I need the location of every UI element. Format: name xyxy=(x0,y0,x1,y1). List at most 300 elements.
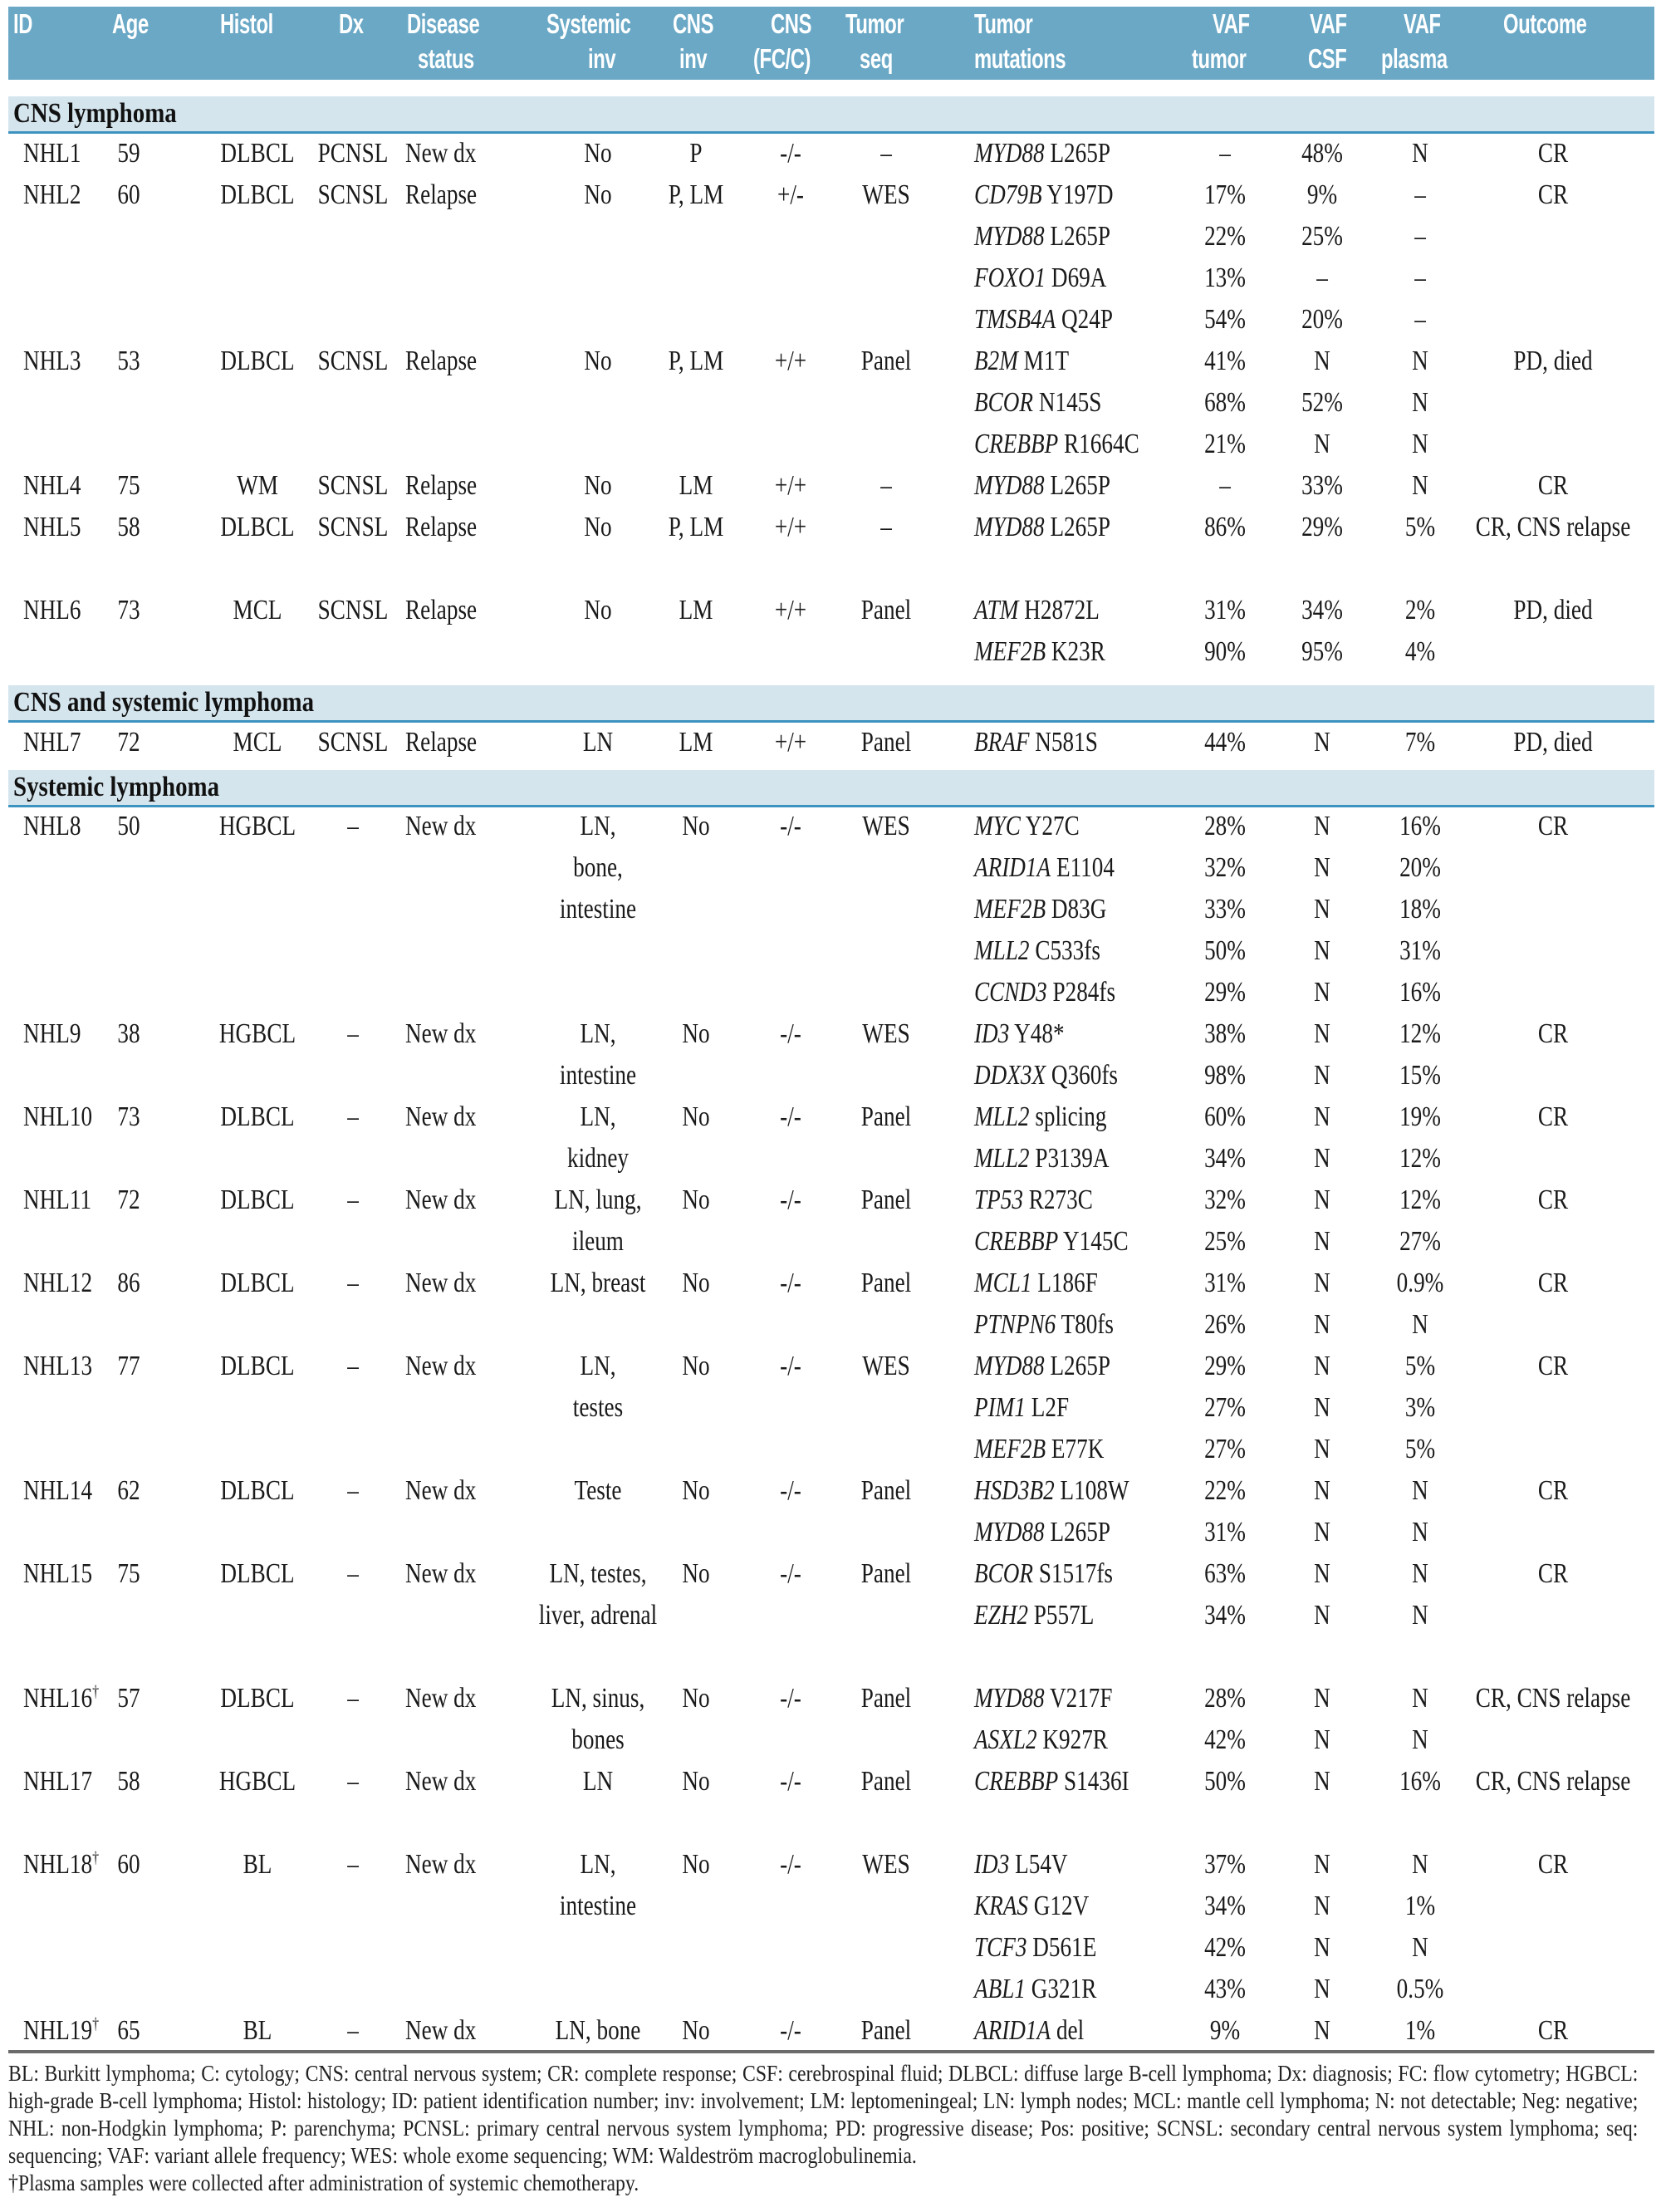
table-row-continued xyxy=(8,1886,1654,1927)
table-row xyxy=(8,2010,1654,2052)
vaf-tumor-cell: 50% xyxy=(1204,1766,1246,1797)
patient-id-text: NHL16 xyxy=(23,1683,93,1714)
vaf-tumor-cell: 9% xyxy=(1209,2015,1241,2046)
patient-id-text: NHL10 xyxy=(23,1101,93,1132)
col-header-systemic-inv-1: Systemic xyxy=(546,8,631,39)
row-spacer xyxy=(8,1802,1654,1844)
gene-name: MYC xyxy=(974,811,1021,841)
dx-cell: – xyxy=(347,1683,359,1714)
vaf-tumor-cell: 86% xyxy=(1204,512,1246,542)
tumor-mutation-cell xyxy=(974,424,1139,465)
tumor-seq-cell: Panel xyxy=(860,1475,912,1506)
outcome-cell: CR xyxy=(1537,2015,1569,2046)
protein-change: L265P xyxy=(1050,138,1110,169)
outcome-cell: CR, CNS relapse xyxy=(1475,1766,1631,1797)
vaf-csf-cell: N xyxy=(1314,1351,1330,1381)
histology-cell: MCL xyxy=(233,595,282,625)
histology-cell: DLBCL xyxy=(220,1475,295,1506)
gene-name: DDX3X xyxy=(974,1060,1046,1091)
tumor-seq-cell: WES xyxy=(862,1849,910,1880)
histology-cell: HGBCL xyxy=(218,811,296,841)
table-row xyxy=(8,507,1654,548)
cns-inv-cell: No xyxy=(682,1766,710,1797)
vaf-tumor-cell: 27% xyxy=(1204,1392,1246,1423)
age-cell: 38 xyxy=(117,1018,140,1049)
patient-id-text: NHL9 xyxy=(23,1018,81,1049)
patient-id-text: NHL1 xyxy=(23,138,81,169)
table-row xyxy=(8,1761,1654,1802)
systemic-inv-cell: No xyxy=(584,346,612,376)
vaf-tumor-cell: 37% xyxy=(1204,1849,1246,1880)
vaf-plasma-cell: 18% xyxy=(1399,894,1441,925)
disease-status-cell: Relapse xyxy=(405,595,478,625)
vaf-tumor-cell: 41% xyxy=(1204,346,1246,376)
table-row xyxy=(8,1180,1654,1221)
table-row-continued xyxy=(8,889,1654,930)
cns-inv-cell: No xyxy=(682,1683,710,1714)
tumor-mutation-cell xyxy=(974,590,1100,631)
histology-cell: DLBCL xyxy=(220,1351,295,1381)
cns-inv-cell: LM xyxy=(679,470,713,501)
gene-name: CREBBP xyxy=(974,1766,1059,1797)
systemic-inv-cell: No xyxy=(584,179,612,210)
histology-cell: BL xyxy=(243,2015,272,2046)
outcome-cell: CR xyxy=(1537,1268,1569,1298)
patient-row xyxy=(8,1761,1654,1802)
section-title: Systemic lymphoma xyxy=(13,772,220,802)
systemic-inv-cell: LN, xyxy=(580,1101,616,1132)
outcome-cell: CR xyxy=(1537,1475,1569,1506)
outcome-cell: PD, died xyxy=(1513,595,1593,625)
disease-status-cell: New dx xyxy=(405,1351,477,1381)
cns-fcc-cell: -/- xyxy=(780,138,801,169)
dx-cell: – xyxy=(347,1849,359,1880)
protein-change: N581S xyxy=(1035,727,1098,758)
cns-inv-cell: P, LM xyxy=(668,512,724,542)
table-row xyxy=(8,1263,1654,1304)
section-title: CNS and systemic lymphoma xyxy=(13,687,315,718)
systemic-inv-cell: LN, testes, xyxy=(549,1558,647,1589)
cns-inv-cell: P, LM xyxy=(668,346,724,376)
dagger-mark: † xyxy=(92,1682,100,1701)
table-row xyxy=(8,465,1654,507)
histology-cell: DLBCL xyxy=(220,1558,295,1589)
col-header-tumor-seq-1: Tumor xyxy=(845,8,904,39)
patient-id-text: NHL11 xyxy=(23,1184,92,1215)
protein-change: D83G xyxy=(1051,894,1107,925)
vaf-plasma-cell: 12% xyxy=(1399,1184,1441,1215)
gene-name: MLL2 xyxy=(974,1143,1030,1174)
vaf-plasma-cell: N xyxy=(1412,138,1428,169)
vaf-csf-cell: N xyxy=(1314,1891,1330,1921)
gene-name: BCOR xyxy=(974,387,1034,418)
histology-cell: DLBCL xyxy=(220,1683,295,1714)
table-row-continued xyxy=(8,847,1654,889)
vaf-tumor-cell: 26% xyxy=(1204,1309,1246,1340)
vaf-plasma-cell: 5% xyxy=(1404,1351,1436,1381)
table-row-continued xyxy=(8,257,1654,299)
systemic-inv-cell: No xyxy=(584,470,612,501)
patient-id xyxy=(23,1180,91,1221)
tumor-mutation-cell xyxy=(974,1927,1096,1969)
vaf-tumor-cell: – xyxy=(1219,470,1231,501)
protein-change: N145S xyxy=(1038,387,1102,418)
table-row xyxy=(8,1346,1654,1387)
table-row-continued xyxy=(8,424,1654,465)
cns-inv-cell: No xyxy=(682,1184,710,1215)
vaf-tumor-cell: 42% xyxy=(1204,1724,1246,1755)
gene-name: PTNPN6 xyxy=(974,1309,1056,1340)
outcome-cell: CR xyxy=(1537,1351,1569,1381)
cns-inv-cell: No xyxy=(682,1351,710,1381)
age-cell: 60 xyxy=(117,1849,140,1880)
col-header-dx: Dx xyxy=(339,8,364,39)
cns-inv-cell: No xyxy=(682,1849,710,1880)
tumor-mutation-cell xyxy=(974,507,1110,548)
vaf-tumor-cell: 60% xyxy=(1204,1101,1246,1132)
patient-id xyxy=(23,341,81,382)
patient-id xyxy=(23,174,81,216)
patient-id xyxy=(23,1470,92,1512)
systemic-inv-cell: intestine xyxy=(559,1891,637,1921)
systemic-inv-cell: Teste xyxy=(574,1475,622,1506)
systemic-inv-cell: No xyxy=(584,138,612,169)
gene-name: MYD88 xyxy=(974,470,1045,501)
tumor-mutation-cell xyxy=(974,1512,1110,1553)
patient-row xyxy=(8,722,1654,763)
footnote-dagger: †Plasma samples were collected after administration of systemic chemotherapy. xyxy=(8,2170,639,2195)
disease-status-cell: New dx xyxy=(405,1558,477,1589)
disease-status-cell: New dx xyxy=(405,1475,477,1506)
histology-cell: DLBCL xyxy=(220,1101,295,1132)
dx-cell: PCNSL xyxy=(317,138,389,169)
outcome-cell: CR xyxy=(1537,470,1569,501)
disease-status-cell: New dx xyxy=(405,1018,477,1049)
systemic-inv-cell: LN, lung, xyxy=(554,1184,642,1215)
dx-cell: – xyxy=(347,1184,359,1215)
vaf-plasma-cell: N xyxy=(1412,1475,1428,1506)
dx-cell: SCNSL xyxy=(317,470,389,501)
vaf-csf-cell: N xyxy=(1314,1683,1330,1714)
tumor-seq-cell: Panel xyxy=(860,1101,912,1132)
cns-fcc-cell: +/+ xyxy=(774,470,807,501)
protein-change: L54V xyxy=(1015,1849,1068,1880)
col-header-id: ID xyxy=(13,8,33,39)
vaf-plasma-cell: 12% xyxy=(1399,1018,1441,1049)
vaf-plasma-cell: N xyxy=(1412,1932,1428,1963)
histology-cell: MCL xyxy=(233,727,282,758)
vaf-tumor-cell: 27% xyxy=(1204,1434,1246,1464)
systemic-inv-cell: intestine xyxy=(559,1060,637,1091)
gene-name: B2M xyxy=(974,346,1018,376)
histology-cell: HGBCL xyxy=(218,1018,296,1049)
table-row-continued xyxy=(8,1387,1654,1429)
table-row xyxy=(8,174,1654,216)
table-row xyxy=(8,1553,1654,1595)
protein-change: Y48* xyxy=(1014,1018,1065,1049)
vaf-tumor-cell: 17% xyxy=(1204,179,1246,210)
vaf-tumor-cell: 34% xyxy=(1204,1143,1246,1174)
patient-id xyxy=(23,1096,92,1138)
vaf-csf-cell: 9% xyxy=(1306,179,1338,210)
tumor-mutation-cell xyxy=(974,1886,1089,1927)
age-cell: 65 xyxy=(117,2015,140,2046)
outcome-cell: CR xyxy=(1537,811,1569,841)
disease-status-cell: Relapse xyxy=(405,727,478,758)
patient-id xyxy=(23,465,81,507)
vaf-tumor-cell: 68% xyxy=(1204,387,1246,418)
histology-cell: DLBCL xyxy=(220,179,295,210)
age-cell: 73 xyxy=(117,1101,140,1132)
col-header-vaf-plasma-2: plasma xyxy=(1381,43,1448,74)
tumor-mutation-cell xyxy=(974,1138,1109,1180)
gene-name: CREBBP xyxy=(974,1226,1059,1257)
cns-fcc-cell: -/- xyxy=(780,1268,801,1298)
table-row-continued xyxy=(8,972,1654,1013)
vaf-plasma-cell: 5% xyxy=(1404,512,1436,542)
protein-change: L186F xyxy=(1037,1268,1098,1298)
gene-name: HSD3B2 xyxy=(974,1475,1055,1506)
protein-change: C533fs xyxy=(1035,935,1100,966)
vaf-plasma-cell: N xyxy=(1412,1558,1428,1589)
age-cell: 57 xyxy=(117,1683,140,1714)
patient-id-text: NHL13 xyxy=(23,1351,93,1381)
gene-name: CREBBP xyxy=(974,429,1059,459)
tumor-mutation-cell xyxy=(974,1180,1093,1221)
tumor-mutation-cell xyxy=(974,133,1110,174)
section-cns-lymphoma xyxy=(8,96,1654,134)
disease-status-cell: New dx xyxy=(405,1184,477,1215)
col-header-disease-status-1: Disease xyxy=(407,8,480,39)
protein-change: V217F xyxy=(1049,1683,1113,1714)
tumor-mutation-cell xyxy=(974,1595,1094,1636)
cns-inv-cell: No xyxy=(682,1558,710,1589)
vaf-csf-cell: N xyxy=(1314,1143,1330,1174)
vaf-csf-cell: 29% xyxy=(1301,512,1343,542)
protein-change: L108W xyxy=(1060,1475,1129,1506)
vaf-plasma-cell: 19% xyxy=(1399,1101,1441,1132)
tumor-seq-cell: – xyxy=(880,138,892,169)
systemic-inv-cell: bones xyxy=(571,1724,625,1755)
tumor-seq-cell: WES xyxy=(862,1351,910,1381)
patient-id xyxy=(23,507,81,548)
table-row xyxy=(8,806,1654,847)
protein-change: K23R xyxy=(1051,636,1105,667)
protein-change: Y145C xyxy=(1063,1226,1129,1257)
vaf-plasma-cell: 1% xyxy=(1404,1891,1436,1921)
tumor-seq-cell: WES xyxy=(862,1018,910,1049)
systemic-inv-cell: LN, bone xyxy=(555,2015,641,2046)
protein-change: Q24P xyxy=(1061,304,1113,335)
outcome-cell: CR xyxy=(1537,1184,1569,1215)
vaf-tumor-cell: 31% xyxy=(1204,1517,1246,1547)
protein-change: H2872L xyxy=(1024,595,1100,625)
patient-id-text: NHL5 xyxy=(23,512,81,542)
vaf-csf-cell: – xyxy=(1316,262,1328,293)
tumor-mutation-cell xyxy=(974,631,1105,673)
tumor-seq-cell: – xyxy=(880,512,892,542)
vaf-tumor-cell: 33% xyxy=(1204,894,1246,925)
table-header xyxy=(8,7,1654,80)
systemic-inv-cell: LN, sinus, xyxy=(551,1683,645,1714)
protein-change: S1517fs xyxy=(1038,1558,1113,1589)
vaf-tumor-cell: 32% xyxy=(1204,1184,1246,1215)
vaf-plasma-cell: N xyxy=(1412,470,1428,501)
col-header-tumor-mut-1: Tumor xyxy=(974,8,1033,39)
vaf-plasma-cell: 0.9% xyxy=(1396,1268,1444,1298)
protein-change: L2F xyxy=(1031,1392,1070,1423)
vaf-csf-cell: N xyxy=(1314,727,1330,758)
tumor-mutation-cell xyxy=(974,216,1110,257)
patient-id-text: NHL12 xyxy=(23,1268,93,1298)
cns-fcc-cell: +/+ xyxy=(774,727,807,758)
patient-row xyxy=(8,174,1654,341)
tumor-mutation-cell xyxy=(974,1761,1129,1802)
dx-cell: – xyxy=(347,1558,359,1589)
gene-name: ASXL2 xyxy=(974,1724,1037,1755)
vaf-csf-cell: N xyxy=(1314,1268,1330,1298)
outcome-cell: CR xyxy=(1537,179,1569,210)
col-header-outcome: Outcome xyxy=(1503,8,1587,39)
protein-change: Y27C xyxy=(1025,811,1080,841)
protein-change: L265P xyxy=(1050,1351,1110,1381)
patient-id xyxy=(23,722,81,763)
gene-name: ATM xyxy=(974,595,1019,625)
vaf-csf-cell: N xyxy=(1314,1184,1330,1215)
vaf-plasma-cell: 0.5% xyxy=(1396,1974,1444,2004)
patient-row xyxy=(8,507,1654,548)
tumor-mutation-cell xyxy=(974,1429,1104,1470)
gene-name: ID3 xyxy=(974,1849,1010,1880)
gene-name: MCL1 xyxy=(974,1268,1032,1298)
patient-id-text: NHL4 xyxy=(23,470,81,501)
cns-fcc-cell: -/- xyxy=(780,2015,801,2046)
cns-fcc-cell: +/+ xyxy=(774,512,807,542)
systemic-inv-cell: No xyxy=(584,512,612,542)
vaf-plasma-cell: N xyxy=(1412,387,1428,418)
vaf-plasma-cell: N xyxy=(1412,1309,1428,1340)
dx-cell: SCNSL xyxy=(317,179,389,210)
tumor-mutation-cell xyxy=(974,847,1115,889)
vaf-csf-cell: N xyxy=(1314,811,1330,841)
cns-fcc-cell: +/- xyxy=(777,179,804,210)
vaf-plasma-cell: 12% xyxy=(1399,1143,1441,1174)
vaf-plasma-cell: N xyxy=(1412,1517,1428,1547)
table-row-continued xyxy=(8,1138,1654,1180)
tumor-mutation-cell xyxy=(974,1096,1106,1138)
tumor-mutation-cell xyxy=(974,465,1110,507)
vaf-tumor-cell: 13% xyxy=(1204,262,1246,293)
vaf-tumor-cell: 31% xyxy=(1204,595,1246,625)
cns-inv-cell: No xyxy=(682,1475,710,1506)
tumor-seq-cell: Panel xyxy=(860,1268,912,1298)
section-systemic-lymphoma xyxy=(8,770,1654,807)
vaf-plasma-cell: 4% xyxy=(1404,636,1436,667)
patient-id-text: NHL6 xyxy=(23,595,81,625)
disease-status-cell: New dx xyxy=(405,811,477,841)
col-header-systemic-inv-2: inv xyxy=(588,43,616,74)
gene-name: TMSB4A xyxy=(974,304,1056,335)
dx-cell: – xyxy=(347,811,359,841)
protein-change: P557L xyxy=(1033,1600,1095,1631)
cns-fcc-cell: -/- xyxy=(780,1849,801,1880)
protein-change: R273C xyxy=(1028,1184,1093,1215)
vaf-plasma-cell: N xyxy=(1412,1600,1428,1631)
outcome-cell: CR, CNS relapse xyxy=(1475,1683,1631,1714)
age-cell: 58 xyxy=(117,1766,140,1797)
table-row-continued xyxy=(8,1055,1654,1096)
gene-name: MEF2B xyxy=(974,636,1046,667)
vaf-tumor-cell: 28% xyxy=(1204,1683,1246,1714)
patient-id xyxy=(23,133,81,174)
vaf-csf-cell: N xyxy=(1314,852,1330,883)
vaf-tumor-cell: 63% xyxy=(1204,1558,1246,1589)
patient-id xyxy=(23,1761,92,1802)
table-row-continued xyxy=(8,1512,1654,1553)
vaf-plasma-cell: N xyxy=(1412,1724,1428,1755)
vaf-tumor-cell: 31% xyxy=(1204,1268,1246,1298)
vaf-csf-cell: N xyxy=(1314,1475,1330,1506)
gene-name: BCOR xyxy=(974,1558,1034,1589)
patient-id xyxy=(23,806,81,847)
col-header-age: Age xyxy=(112,8,149,39)
vaf-tumor-cell: 22% xyxy=(1204,221,1246,252)
table-row-continued xyxy=(8,631,1654,673)
dx-cell: – xyxy=(347,2015,359,2046)
table-row-continued xyxy=(8,1221,1654,1263)
vaf-csf-cell: N xyxy=(1314,1849,1330,1880)
tumor-seq-cell: Panel xyxy=(860,2015,912,2046)
tumor-seq-cell: – xyxy=(880,470,892,501)
patient-row xyxy=(8,1470,1654,1553)
systemic-inv-cell: intestine xyxy=(559,894,637,925)
vaf-csf-cell: 95% xyxy=(1301,636,1343,667)
gene-name: FOXO1 xyxy=(974,262,1046,293)
gene-name: MEF2B xyxy=(974,1434,1046,1464)
table-row xyxy=(8,722,1654,763)
vaf-csf-cell: N xyxy=(1314,1018,1330,1049)
systemic-inv-cell: LN xyxy=(582,1766,614,1797)
patient-row xyxy=(8,590,1654,673)
systemic-inv-cell: bone, xyxy=(573,852,623,883)
systemic-inv-cell: LN xyxy=(582,727,614,758)
patient-id xyxy=(23,1844,99,1886)
col-header-vaf-tumor-2: tumor xyxy=(1192,43,1247,74)
tumor-mutation-cell xyxy=(974,2010,1084,2052)
age-cell: 58 xyxy=(117,512,140,542)
vaf-csf-cell: N xyxy=(1314,1974,1330,2004)
col-header-tumor-seq-2: seq xyxy=(860,43,893,74)
col-header-vaf-tumor-1: VAF xyxy=(1213,8,1250,39)
col-header-cns-fcc-1: CNS xyxy=(771,8,812,39)
disease-status-cell: Relapse xyxy=(405,346,478,376)
vaf-plasma-cell: 20% xyxy=(1399,852,1441,883)
vaf-tumor-cell: 34% xyxy=(1204,1891,1246,1921)
table-row xyxy=(8,1096,1654,1138)
histology-cell: WM xyxy=(237,470,278,501)
outcome-cell: PD, died xyxy=(1513,727,1593,758)
cns-inv-cell: No xyxy=(682,1018,710,1049)
tumor-seq-cell: Panel xyxy=(860,727,912,758)
vaf-tumor-cell: 25% xyxy=(1204,1226,1246,1257)
vaf-plasma-cell: 7% xyxy=(1404,727,1436,758)
patient-row xyxy=(8,465,1654,507)
row-spacer xyxy=(8,548,1654,590)
protein-change: E1104 xyxy=(1056,852,1115,883)
vaf-plasma-cell: 16% xyxy=(1399,1766,1441,1797)
table-row xyxy=(8,590,1654,631)
disease-status-cell: New dx xyxy=(405,138,477,169)
